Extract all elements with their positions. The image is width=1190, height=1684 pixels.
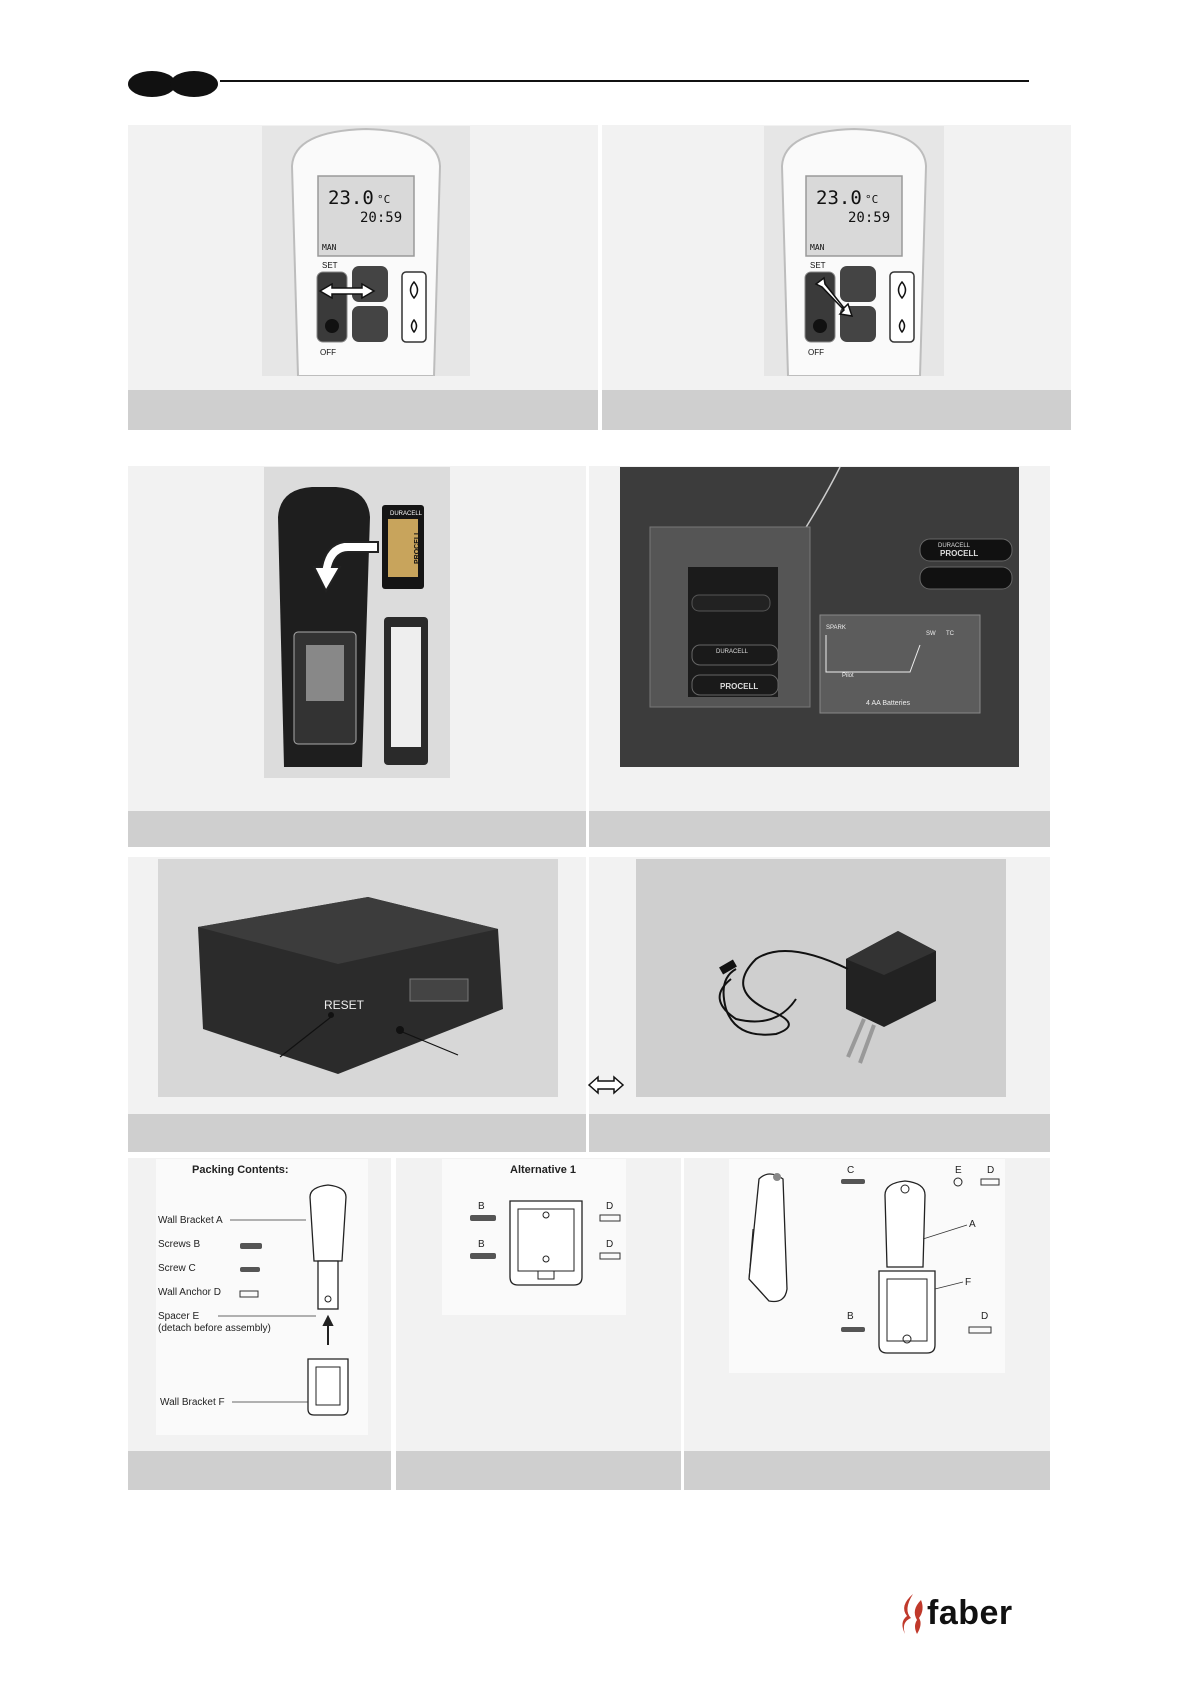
off-label: OFF	[808, 348, 824, 357]
wall-bracket-a-label: Wall Bracket A	[158, 1215, 223, 1226]
packing-title: Packing Contents:	[192, 1164, 289, 1176]
caption-bracket-3	[684, 1451, 1050, 1490]
label-b: B	[847, 1311, 854, 1322]
lcd-mode: MAN	[810, 243, 825, 252]
lcd-time: 20:59	[360, 210, 403, 226]
flame-logo-icon	[895, 1592, 929, 1636]
lcd-temperature: 23.0	[328, 187, 374, 209]
spacer-note: (detach before assembly)	[158, 1323, 271, 1334]
batteries-label: 4 AA Batteries	[866, 700, 910, 707]
spark-label: SPARK	[826, 625, 846, 631]
battery-line: PROCELL	[414, 530, 421, 564]
remote-photo-right	[764, 126, 944, 376]
off-label: OFF	[320, 348, 336, 357]
caption-remote-right	[602, 390, 1071, 430]
label-c: C	[847, 1165, 855, 1176]
label-d-top: D	[606, 1201, 614, 1212]
label-d-top: D	[987, 1165, 995, 1176]
label-b-top: B	[478, 1201, 485, 1212]
reset-label: RESET	[324, 998, 365, 1012]
button-up	[840, 266, 876, 302]
lcd-temperature: 23.0	[816, 187, 862, 209]
button-up	[352, 266, 388, 302]
label-d-bottom: D	[606, 1239, 614, 1250]
off-dot	[813, 319, 827, 333]
alternative-2-diagram	[729, 1159, 1005, 1373]
screw-c-label: Screw C	[158, 1263, 196, 1274]
battery-brand: DURACELL	[716, 649, 749, 655]
spacer-e-label: Spacer E	[158, 1311, 200, 1322]
caption-bracket-1	[128, 1451, 391, 1490]
set-label: SET	[322, 261, 338, 270]
lcd-unit: °C	[377, 193, 391, 206]
remote-photo-left	[262, 126, 470, 376]
caption-receiver-left	[128, 1114, 586, 1152]
label-d-bottom: D	[981, 1311, 989, 1322]
remote-battery-photo	[264, 467, 450, 778]
off-dot	[325, 319, 339, 333]
faber-logo	[895, 1592, 1035, 1636]
sw-label: SW	[926, 631, 936, 637]
lcd-time: 20:59	[848, 210, 891, 226]
header-rule	[220, 80, 1029, 82]
battery-brand: DURACELL	[938, 543, 971, 549]
lcd-mode: MAN	[322, 243, 337, 252]
caption-remote-left	[128, 390, 598, 430]
logo-text: faber	[927, 1594, 1013, 1632]
tc-label: TC	[946, 631, 954, 637]
screws-b-label: Screws B	[158, 1239, 201, 1250]
label-a: A	[969, 1219, 976, 1230]
caption-bracket-2	[396, 1451, 681, 1490]
packing-contents-diagram	[156, 1159, 368, 1435]
receiver-battery-photo	[620, 467, 1019, 767]
connect-arrow-icon	[586, 1072, 626, 1098]
language-badge-left	[128, 71, 176, 97]
alternative-1-title: Alternative 1	[510, 1164, 577, 1176]
receiver-photo	[158, 859, 558, 1097]
label-f: F	[965, 1277, 972, 1288]
lcd-unit: °C	[865, 193, 879, 206]
label-e: E	[955, 1165, 962, 1176]
caption-battery-left	[128, 811, 586, 847]
language-badge-right	[170, 71, 218, 97]
wall-bracket-f-label: Wall Bracket F	[160, 1397, 225, 1408]
label-b-bottom: B	[478, 1239, 485, 1250]
adapter-photo	[636, 859, 1006, 1097]
wall-anchor-d-label: Wall Anchor D	[158, 1287, 221, 1298]
caption-adapter-right	[589, 1114, 1050, 1152]
caption-battery-right	[589, 811, 1050, 847]
set-label: SET	[810, 261, 826, 270]
pilot-label: Pilot	[842, 673, 854, 679]
battery-line: PROCELL	[940, 549, 979, 558]
button-down	[352, 306, 388, 342]
alternative-1-diagram	[442, 1159, 626, 1315]
battery-brand: DURACELL	[390, 511, 423, 517]
battery-line: PROCELL	[720, 682, 759, 691]
